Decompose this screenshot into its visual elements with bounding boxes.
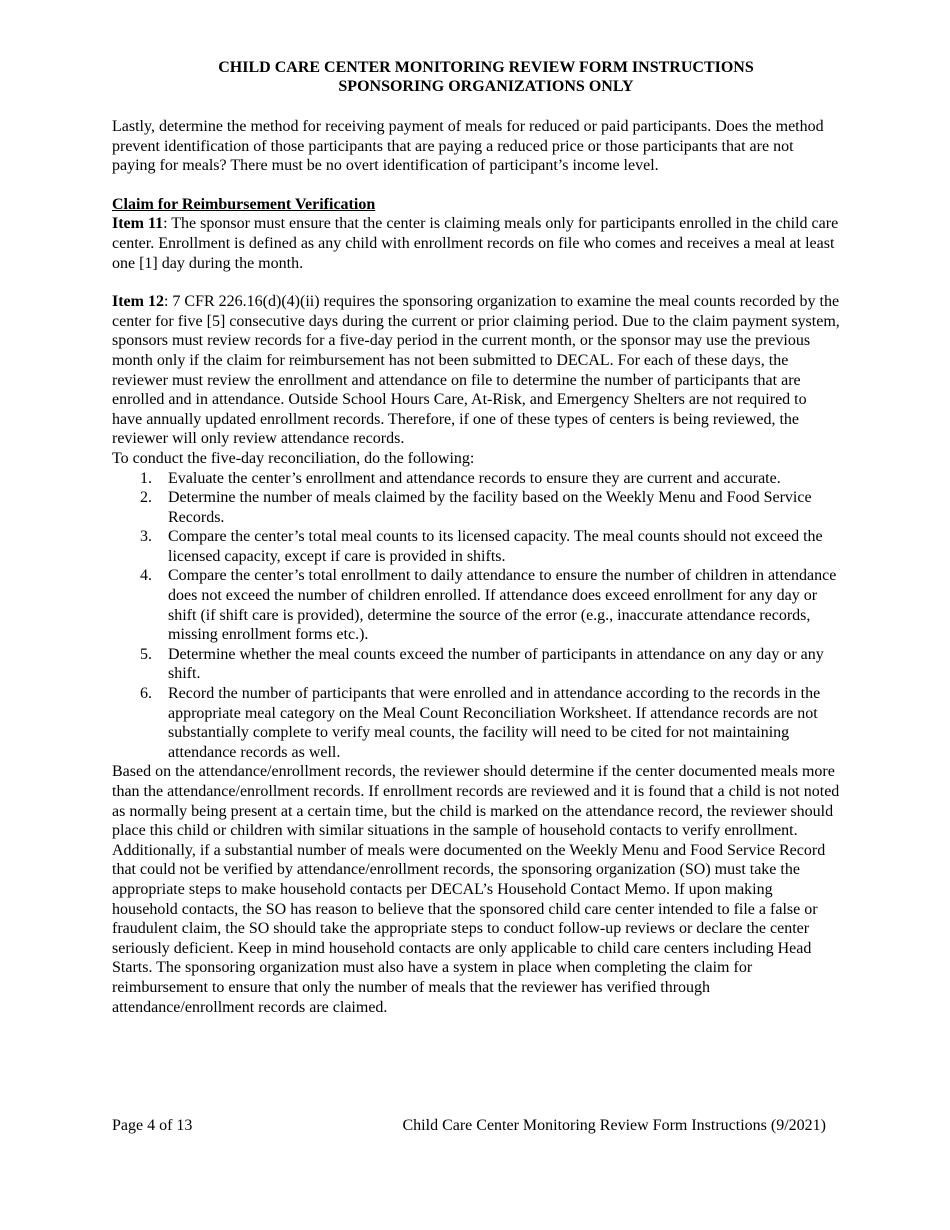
title-line-2: SPONSORING ORGANIZATIONS ONLY	[338, 78, 634, 95]
page-footer	[112, 1116, 826, 1135]
step-text: Determine the number of meals claimed by the facility based on the Weekly Menu and Food Service Records.	[168, 489, 812, 526]
item-11-text: : The sponsor must ensure that the center is claiming meals only for participants enrolled in the child care center. Enrollment is defined as any child with enrollment records on file who comes and receives a meal at least one [1] day during the month.	[112, 215, 839, 272]
list-item	[112, 488, 840, 527]
step-number: 2.	[140, 489, 152, 507]
section-heading: Claim for Reimbursement Verification	[112, 195, 376, 213]
page-number: Page 4 of 13	[112, 1117, 193, 1134]
step-number: 3.	[140, 528, 152, 546]
item-12-paragraph	[112, 292, 840, 449]
step-number: 6.	[140, 685, 152, 703]
list-item	[112, 469, 840, 489]
item-11-paragraph	[112, 214, 840, 273]
item-12-label: Item 12	[112, 293, 164, 311]
step-text: Determine whether the meal counts exceed the number of participants in attendance on any day or any shift.	[168, 645, 824, 683]
closing-paragraph: Based on the attendance/enrollment records, the reviewer should determine if the center documented meals more than the attendance/enrollment records. If enrollment records are reviewed and it is found that a child is not noted as normally being present at a certain time, but the child is marked on the attendance record, the reviewer should place this child or children with similar situations in the sample of household contacts to verify enrollment. Additionally, if a substantial number of meals were documented on the Weekly Menu and Food Service Record that could not be verified by attendance/enrollment records, the sponsoring organization (SO) must take the appropriate steps to make household contacts per DECAL’s Household Contact Memo. If upon making household contacts, the SO has reason to believe that the sponsored child care center intended to file a false or fraudulent claim, the SO should take the appropriate steps to conduct follow-up reviews or declare the center seriously deficient. Keep in mind household contacts are only applicable to child care centers including Head Starts. The sponsoring organization must also have a system in place when completing the claim for reimbursement to ensure that only the number of meals that the reviewer has verified through attendance/enrollment records are claimed.	[112, 763, 840, 1016]
page-content	[112, 58, 840, 1017]
list-item	[112, 566, 840, 644]
footer-document-title: Child Care Center Monitoring Review Form Instructions (9/2021)	[402, 1117, 826, 1134]
item-12-text: : 7 CFR 226.16(d)(4)(ii) requires the sponsoring organization to examine the meal counts recorded by the center for five [5] consecutive days during the current or prior claiming period. Due to the claim payment system, sponsors must review records for a five-day period in the current month, or the sponsor may use the previous month only if the claim for reimbursement has not been submitted to DECAL. For each of these days, the reviewer must review the enrollment and attendance on file to determine the number of participants that are enrolled and in attendance. Outside School Hours Care, At-Risk, and Emergency Shelters are not required to have annually updated enrollment records. Therefore, if one of these types of centers is being reviewed, the reviewer will only review attendance records.	[112, 293, 840, 448]
list-item	[112, 684, 840, 762]
step-number: 4.	[140, 567, 152, 585]
step-number: 1.	[140, 469, 152, 487]
item-11-label: Item 11	[112, 215, 164, 233]
step-number: 5.	[140, 645, 152, 663]
intro-paragraph: Lastly, determine the method for receiving payment of meals for reduced or paid participants. Does the method prevent identification of those participants that are paying a reduced price or those participants that are not paying for meals? There must be no overt identification of participant’s income level.	[112, 118, 824, 175]
title-line-1: CHILD CARE CENTER MONITORING REVIEW FORM INSTRUCTIONS	[218, 59, 754, 76]
list-item	[112, 645, 840, 684]
reconciliation-steps-list	[112, 469, 840, 763]
steps-intro: To conduct the five-day reconciliation, do the following:	[112, 449, 475, 467]
document-title	[112, 58, 840, 96]
list-item	[112, 527, 840, 566]
step-text: Compare the center’s total enrollment to daily attendance to ensure the number of children in attendance does not exceed the number of children enrolled. If attendance does exceed enrollment for any day or shift (if shift care is provided), determine the source of the error (e.g., inaccurate attendance records, missing enrollment forms etc.).	[168, 567, 837, 644]
step-text: Record the number of participants that were enrolled and in attendance according to the records in the appropriate meal category on the Meal Count Reconciliation Worksheet. If attendance records are not substantially complete to verify meal counts, the facility will need to be cited for not maintaining attendance records as well.	[168, 685, 821, 761]
step-text: Compare the center’s total meal counts to its licensed capacity. The meal counts should not exceed the licensed capacity, except if care is provided in shifts.	[168, 528, 823, 565]
step-text: Evaluate the center’s enrollment and attendance records to ensure they are current and accurate.	[168, 469, 781, 487]
